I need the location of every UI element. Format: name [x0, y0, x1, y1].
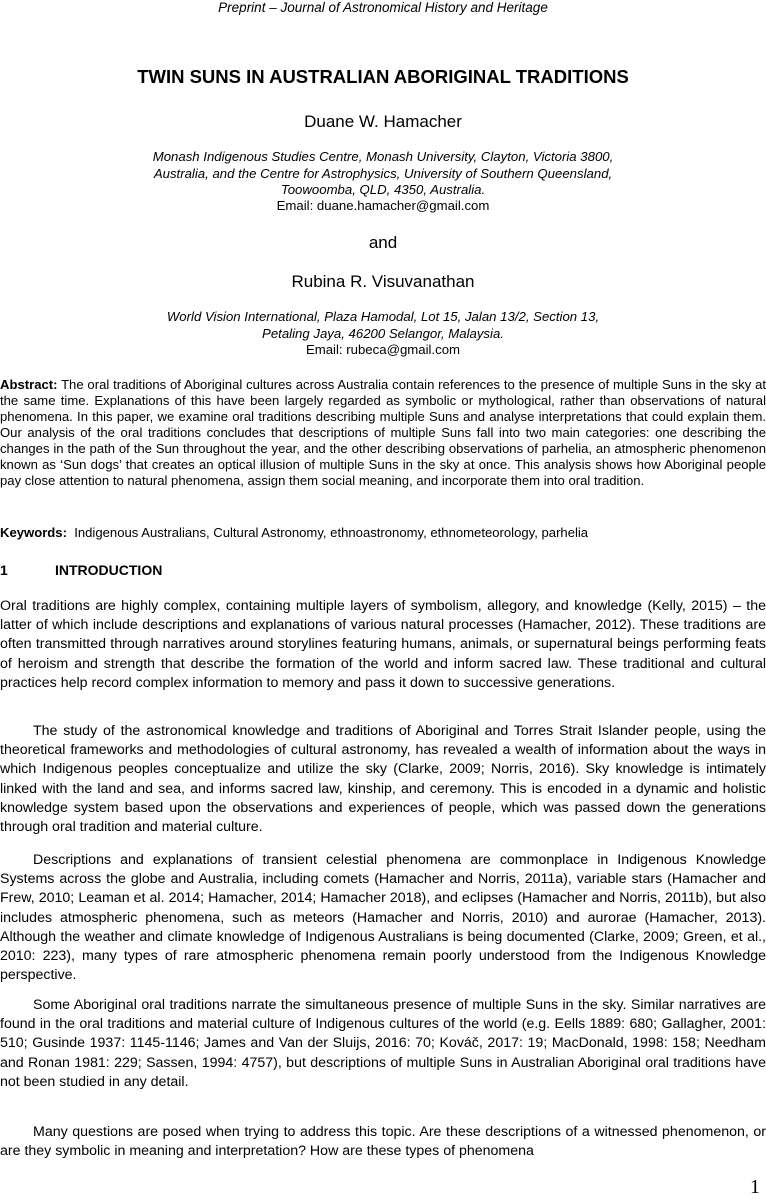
page-number: 1	[750, 1176, 760, 1198]
section-title: INTRODUCTION	[55, 562, 163, 578]
body-paragraph: Oral traditions are highly complex, containing multiple layers of symbolism, allegory, and knowledge (Kelly, 2015) – the latter of which include descriptions and explanations of various natural processes (Hamacher, 2012). These traditions are often transmitted through narratives around storylines featuring humans, animals, or supernatural beings performing feats of heroism and strength that describe the formation of the world and inform sacred law. These traditional and cultural practices help record complex information to memory and pass it down to successive generations.	[0, 598, 766, 691]
running-header: Preprint – Journal of Astronomical History and Heritage	[218, 0, 548, 15]
keywords-label: Keywords:	[0, 525, 67, 540]
author-affiliation: Petaling Jaya, 46200 Selangor, Malaysia.	[262, 325, 504, 341]
body-paragraph: The study of the astronomical knowledge and traditions of Aboriginal and Torres Strait Islander people, using the theoretical frameworks and methodologies of cultural astronomy, has revealed a wealth of information about the ways in which Indigenous peoples conceptualize and utilize the sky (Clarke, 2009; Norris, 2016). Sky knowledge is intimately linked with the land and sea, and informs sacred law, kinship, and ceremony. This is encoded in a dynamic and holistic knowledge system based upon the observations and experiences of people, which was passed down the generations through oral tradition and material culture.	[0, 723, 766, 836]
keywords-text: Indigenous Australians, Cultural Astronomy, ethnoastronomy, ethnometeorology, parhelia	[74, 525, 589, 540]
author-email: Email: rubeca@gmail.com	[305, 342, 461, 357]
body-paragraph: Many questions are posed when trying to address this topic. Are these descriptions of a witnessed phenomenon, or are they symbolic in meaning and interpretation? How are these types of phenomena	[0, 1124, 766, 1160]
author-name: Duane W. Hamacher	[304, 112, 462, 131]
author-affiliation: World Vision International, Plaza Hamodal, Lot 15, Jalan 13/2, Section 13,	[166, 309, 600, 324]
author-email: Email: duane.hamacher@gmail.com	[276, 198, 490, 213]
author-affiliation: Australia, and the Centre for Astrophysics, University of Southern Queensland,	[153, 165, 613, 181]
author-affiliation: Toowoomba, QLD, 4350, Australia.	[280, 182, 486, 197]
section-heading	[0, 562, 162, 579]
section-number: 1	[0, 562, 8, 578]
author-connector: and	[368, 233, 398, 252]
keywords	[0, 525, 766, 541]
paper-title: TWIN SUNS IN AUSTRALIAN ABORIGINAL TRADITIONS	[137, 66, 629, 87]
body-paragraph: Some Aboriginal oral traditions narrate the simultaneous presence of multiple Suns in the sky. Similar narratives are found in the oral traditions and material culture of Indigenous cultures of the world (e.g. Eells 1889: 680; Gallagher, 2001: 510; Gusinde 1937: 1145-1146; James and Van der Sluijs, 2016: 70; Kováč, 2017: 19; MacDonald, 1998: 158; Needham and Ronan 1981: 229; Sassen, 1994: 4757), but descriptions of multiple Suns in Australian Aboriginal oral traditions have not been studied in any detail.	[0, 997, 766, 1090]
abstract-label: Abstract:	[0, 377, 58, 392]
abstract-text: The oral traditions of Aboriginal cultures across Australia contain references to the presence of multiple Suns in the sky at the same time. Explanations of this have been largely regarded as symbolic or mythological, rather than observations of natural phenomena. In this paper, we examine oral traditions describing multiple Suns and analyse interpretations that could explain them. Our analysis of the oral traditions concludes that descriptions of multiple Suns fall into two main categories: one describing the changes in the path of the Sun throughout the year, and the other describing observations of parhelia, an atmospheric phenomenon known as ‘Sun dogs’ that creates an optical illusion of multiple Suns in the sky at once. This analysis shows how Aboriginal people pay close attention to natural phenomena, assign them social meaning, and incorporate them into oral tradition.	[0, 377, 766, 488]
body-paragraph: Descriptions and explanations of transient celestial phenomena are commonplace in Indigenous Knowledge Systems across the globe and Australia, including comets (Hamacher and Norris, 2011a), variable stars (Hamacher and Frew, 2010; Leaman et al. 2014; Hamacher, 2014; Hamacher 2018), and eclipses (Hamacher and Norris, 2011b), but also includes atmospheric phenomena, such as meteors (Hamacher and Norris, 2010) and aurorae (Hamacher, 2013). Although the weather and climate knowledge of Indigenous Australians is being documented (Clarke, 2009; Green, et al., 2010: 223), many types of rare atmospheric phenomena remain poorly understood from the Indigenous Knowledge perspective.	[0, 852, 766, 984]
abstract	[0, 377, 766, 489]
author-affiliation: Monash Indigenous Studies Centre, Monash University, Clayton, Victoria 3800,	[152, 149, 614, 164]
author-name: Rubina R. Visuvanathan	[291, 272, 475, 291]
